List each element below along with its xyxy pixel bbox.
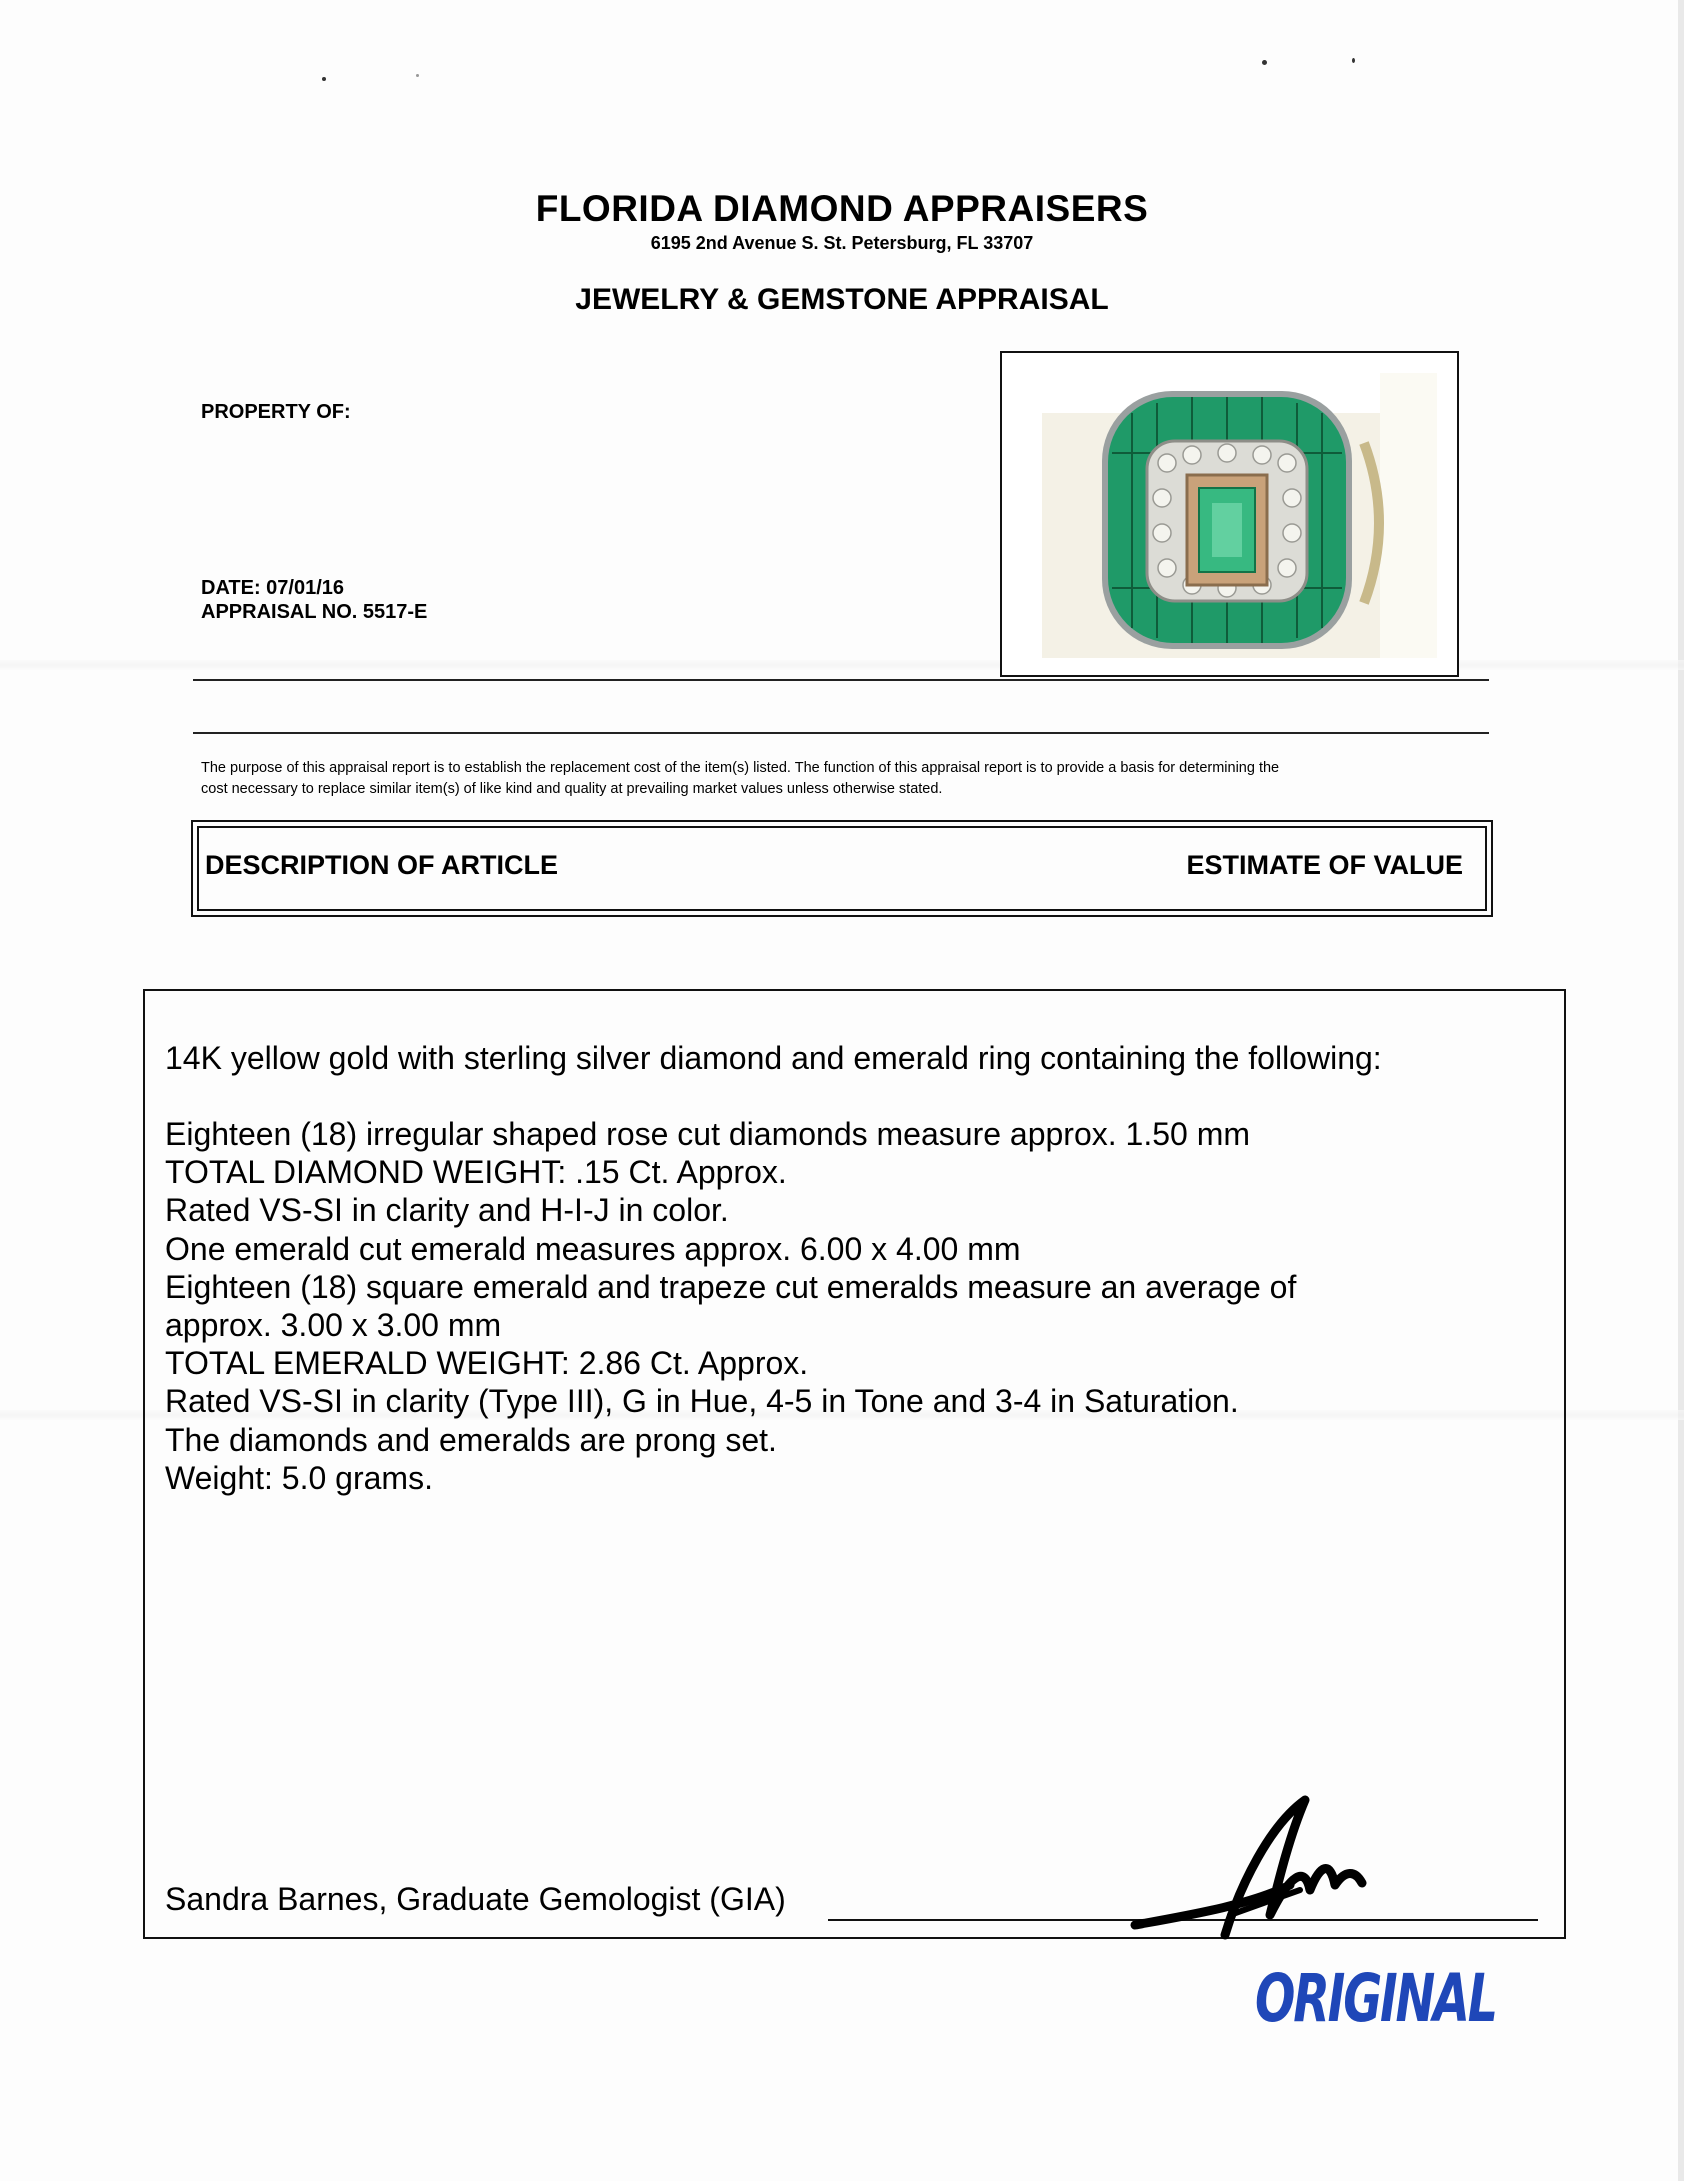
description-line: Eighteen (18) irregular shaped rose cut diamonds measure approx. 1.50 mm — [165, 1116, 1251, 1152]
description-line: Rated VS-SI in clarity (Type III), G in Hue, 4-5 in Tone and 3-4 in Saturation. — [165, 1383, 1239, 1420]
description-line: TOTAL EMERALD WEIGHT: 2.86 Ct. Approx. — [165, 1345, 809, 1382]
company-name: FLORIDA DIAMOND APPRAISERS — [535, 188, 1149, 229]
table-header-box — [191, 820, 1493, 917]
item-photo-frame — [1000, 351, 1459, 677]
document-title: JEWELRY & GEMSTONE APPRAISAL — [575, 283, 1109, 316]
description-line: Eighteen (18) square emerald and trapeze cut emeralds measure an average of — [165, 1268, 1297, 1305]
description-line: TOTAL DIAMOND WEIGHT: .15 Ct. Approx. — [165, 1154, 787, 1191]
company-address: 6195 2nd Avenue S. St. Petersburg, FL 33707 — [650, 233, 1034, 253]
purpose-statement — [201, 758, 1471, 800]
description-line: Rated VS-SI in clarity and H-I-J in color. — [165, 1192, 729, 1229]
purpose-line: cost necessary to replace similar item(s) of like kind and quality at prevailing market values unless otherwise stated. — [201, 781, 943, 797]
scan-edge — [1678, 0, 1684, 2181]
scan-speck — [1352, 58, 1355, 63]
description-line: The diamonds and emeralds are prong set. — [165, 1421, 777, 1458]
ring-photo — [1042, 373, 1437, 658]
description-line: approx. 3.00 x 3.00 mm — [165, 1306, 502, 1343]
appraiser-name: Sandra Barnes, Graduate Gemologist (GIA) — [165, 1881, 786, 1917]
divider-line — [193, 732, 1489, 734]
purpose-line: The purpose of this appraisal report is to establish the replacement cost of the item(s) listed. The function of this appraisal report is to provide a basis for determining the — [201, 760, 1280, 776]
description-lines — [165, 1115, 1296, 1497]
description-line: Weight: 5.0 grams. — [165, 1459, 433, 1496]
description-intro: 14K yellow gold with sterling silver diamond and emerald ring containing the following: — [165, 1040, 1382, 1076]
description-line: One emerald cut emerald measures approx. 6.00 x 4.00 mm — [165, 1230, 1021, 1267]
description-header: DESCRIPTION OF ARTICLE — [205, 850, 559, 880]
divider-line — [193, 679, 1489, 681]
appraisal-number: APPRAISAL NO. 5517-E — [201, 601, 428, 623]
scan-speck — [416, 74, 419, 77]
scan-speck — [1262, 60, 1267, 65]
estimate-header: ESTIMATE OF VALUE — [1186, 850, 1463, 880]
date-field: DATE: 07/01/16 — [201, 577, 345, 599]
property-of-label: PROPERTY OF: — [201, 401, 351, 423]
handwritten-signature — [1130, 1775, 1390, 1950]
original-stamp: ORIGINAL — [1255, 1960, 1496, 2037]
scan-speck — [322, 77, 326, 81]
